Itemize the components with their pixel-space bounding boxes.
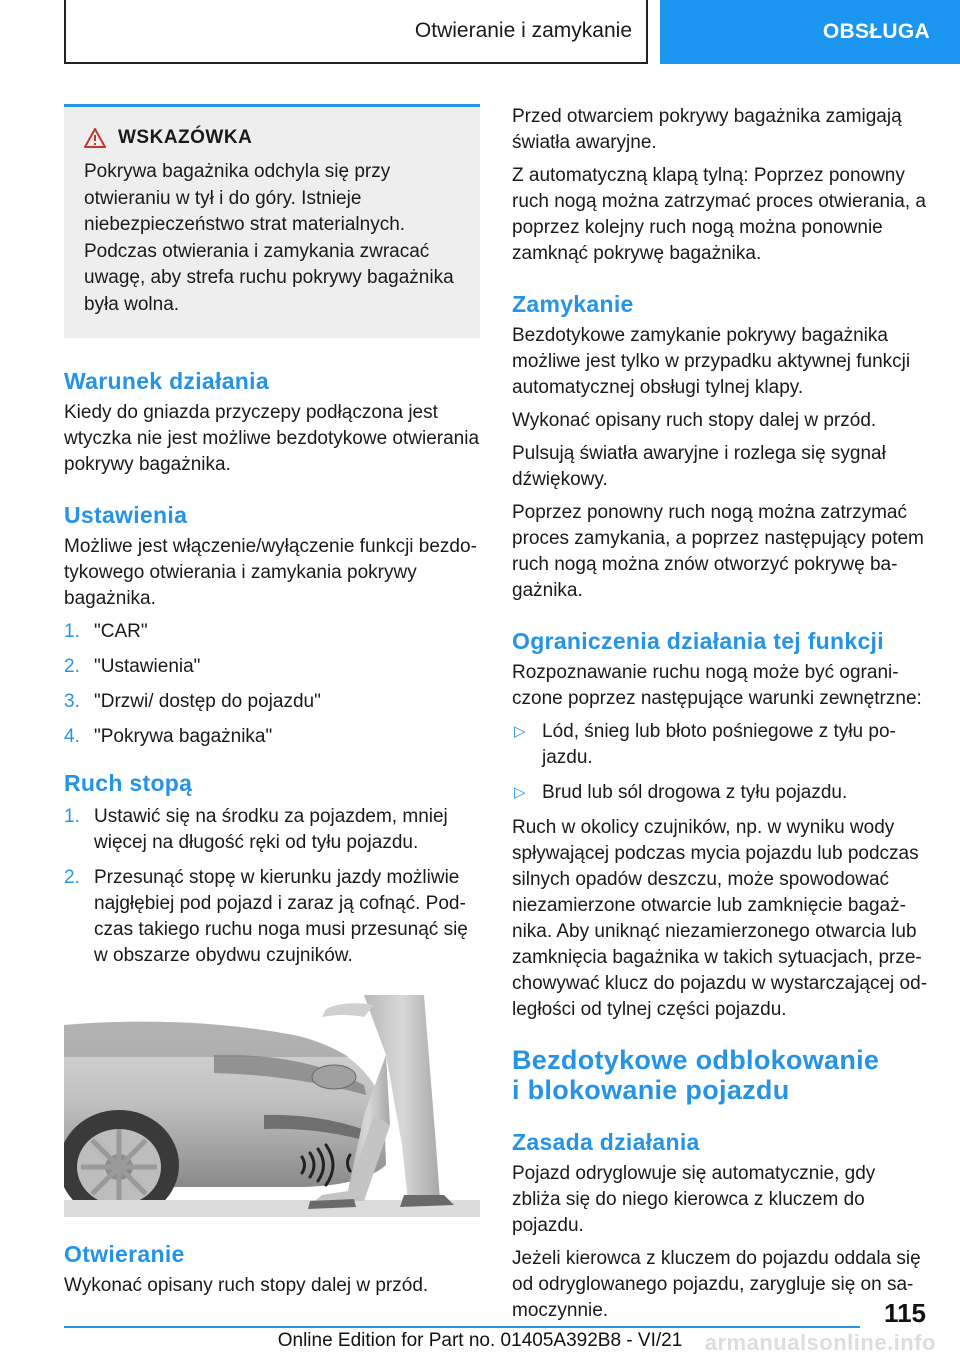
paragraph: Ruch w okolicy czujników, np. w wyniku wody spływającej podczas mycia pojazdu lub podczas silnych opadów deszczu, może spowodować niezamierzone otwarcie lub zamknięcie bagażnika. Aby uniknąć niezamierzonego otwarcia lub zamknięcia bagażnika w takich sytuacjach, przechowywać klucz do pojazdu w wystarczającej odległości od tylnej części pojazdu. xyxy=(512,817,928,1020)
ograniczenia-bullets xyxy=(512,719,928,806)
step-number: 2. xyxy=(64,867,80,888)
list-item xyxy=(64,804,480,856)
heading-ruch-stopa: Ruch stopą xyxy=(64,770,193,796)
list-item xyxy=(64,619,480,645)
header-section-title xyxy=(64,0,648,64)
step-number: 2. xyxy=(64,656,80,677)
paragraph: Rozpoznawanie ruchu nogą może być ograniczone poprzez następujące warunki zewnętrzne: xyxy=(512,662,922,709)
bullet-triangle-icon: ▷ xyxy=(514,784,526,801)
list-item xyxy=(512,719,928,771)
heading-ograniczenia: Ograniczenia działania tej funkcji xyxy=(512,628,884,654)
step-text: "Drzwi/ dostęp do pojazdu" xyxy=(94,691,321,712)
ruch-steps xyxy=(64,804,480,969)
heading-line: i blokowanie pojazdu xyxy=(512,1075,790,1105)
footer-edition: Online Edition for Part no. 01405A392B8 - VI/21 xyxy=(277,1330,683,1351)
paragraph: Bezdotykowe zamykanie pokrywy bagażnika możliwe jest tylko w przypadku aktywnej funkcji automatycznej obsługi tylnej klapy. xyxy=(512,325,911,398)
heading-zasada: Zasada działania xyxy=(512,1129,700,1155)
paragraph: Przed otwarciem pokrywy bagażnika zamigają światła awaryjne. xyxy=(512,106,902,153)
warning-text: Pokrywa bagażnika odchyla się przy otwieraniu w tył i do góry. Istnieje niebezpieczeństwo strat materialnych. Podczas otwierania i zamykania zwracać uwagę, aby strefa ruchu pokrywy bagażnika była wolna. xyxy=(84,161,454,315)
paragraph: Wykonać opisany ruch stopy dalej w przód. xyxy=(512,410,877,431)
heading-bezdotykowe xyxy=(512,1045,928,1105)
step-text: "Ustawienia" xyxy=(94,656,201,677)
paragraph: Pojazd odryglowuje się automatycznie, gdy zbliża się do niego kierowca z kluczem do pojazdu. xyxy=(512,1163,876,1236)
list-item xyxy=(64,724,480,750)
list-item xyxy=(64,654,480,680)
bullet-text: Brud lub sól drogowa z tyłu pojazdu. xyxy=(542,782,848,803)
heading-warunek: Warunek działania xyxy=(64,368,269,394)
step-number: 3. xyxy=(64,691,80,712)
bullet-text: Lód, śnieg lub błoto pośniegowe z tyłu pojazdu. xyxy=(542,721,896,768)
step-number: 1. xyxy=(64,621,80,642)
list-item xyxy=(64,689,480,715)
bullet-triangle-icon: ▷ xyxy=(514,723,526,740)
list-item xyxy=(512,780,928,806)
warunek-text: Kiedy do gniazda przyczepy podłączona jest wtyczka nie jest możliwe bezdotykowe otwierania pokrywy bagażnika. xyxy=(64,402,480,475)
chapter-title: OBSŁUGA xyxy=(822,20,930,43)
heading-otwieranie: Otwieranie xyxy=(64,1241,185,1267)
car-rear-foot-illustration xyxy=(64,995,480,1217)
otwieranie-text: Wykonać opisany ruch stopy dalej w przód. xyxy=(64,1275,429,1296)
step-number: 4. xyxy=(64,726,80,747)
warning-box xyxy=(64,104,480,338)
footer-divider xyxy=(64,1326,860,1328)
warning-title: WSKAZÓWKA xyxy=(118,127,253,148)
header-chapter-tab xyxy=(660,0,960,64)
ustawienia-text: Możliwe jest włączenie/wyłączenie funkcji bezdotykowego otwierania i zamykania pokrywy bagażnika. xyxy=(64,536,477,609)
step-text: Ustawić się na środku za pojazdem, mniej więcej na długość ręki od tyłu pojazdu. xyxy=(94,806,448,853)
paragraph: Poprzez ponowny ruch nogą można zatrzymać proces zamykania, a poprzez następujący potem ruch nogą można znów otworzyć pokrywę bagażnika. xyxy=(512,502,924,601)
heading-ustawienia: Ustawienia xyxy=(64,502,188,528)
step-text: "Pokrywa bagażnika" xyxy=(94,726,273,747)
kick-sensor-illustration xyxy=(64,995,480,1217)
step-number: 1. xyxy=(64,806,80,827)
heading-line: Bezdotykowe odblokowanie xyxy=(512,1045,880,1075)
step-text: Przesunąć stopę w kierunku jazdy możliwie najgłębiej pod pojazd i zaraz ją cofnąć. Podczas takiego ruchu noga musi przesunąć się w obszarze obydwu czujników. xyxy=(94,867,468,966)
paragraph: Z automatyczną klapą tylną: Poprzez ponowny ruch nogą można zatrzymać proces otwierania, a poprzez kolejny ruch nogą można ponownie zamknąć pokrywę bagażnika. xyxy=(512,165,926,264)
step-text: "CAR" xyxy=(94,621,148,642)
paragraph: Jeżeli kierowca z kluczem do pojazdu oddala się od odryglowanego pojazdu, zarygluje się on samoczynnie. xyxy=(512,1248,921,1321)
warning-triangle-icon xyxy=(84,128,106,148)
right-column xyxy=(512,104,928,1331)
heading-zamykanie: Zamykanie xyxy=(512,291,634,317)
list-item xyxy=(64,865,480,969)
watermark: armanualsonline.info xyxy=(704,1330,936,1355)
page-number: 115 xyxy=(884,1298,926,1328)
left-column xyxy=(64,104,480,1306)
section-title: Otwieranie i zamykanie xyxy=(414,19,632,42)
ustawienia-steps xyxy=(64,619,480,750)
paragraph: Pulsują światła awaryjne i rozlega się sygnał dźwiękowy. xyxy=(512,443,886,490)
warning-header xyxy=(84,127,464,149)
